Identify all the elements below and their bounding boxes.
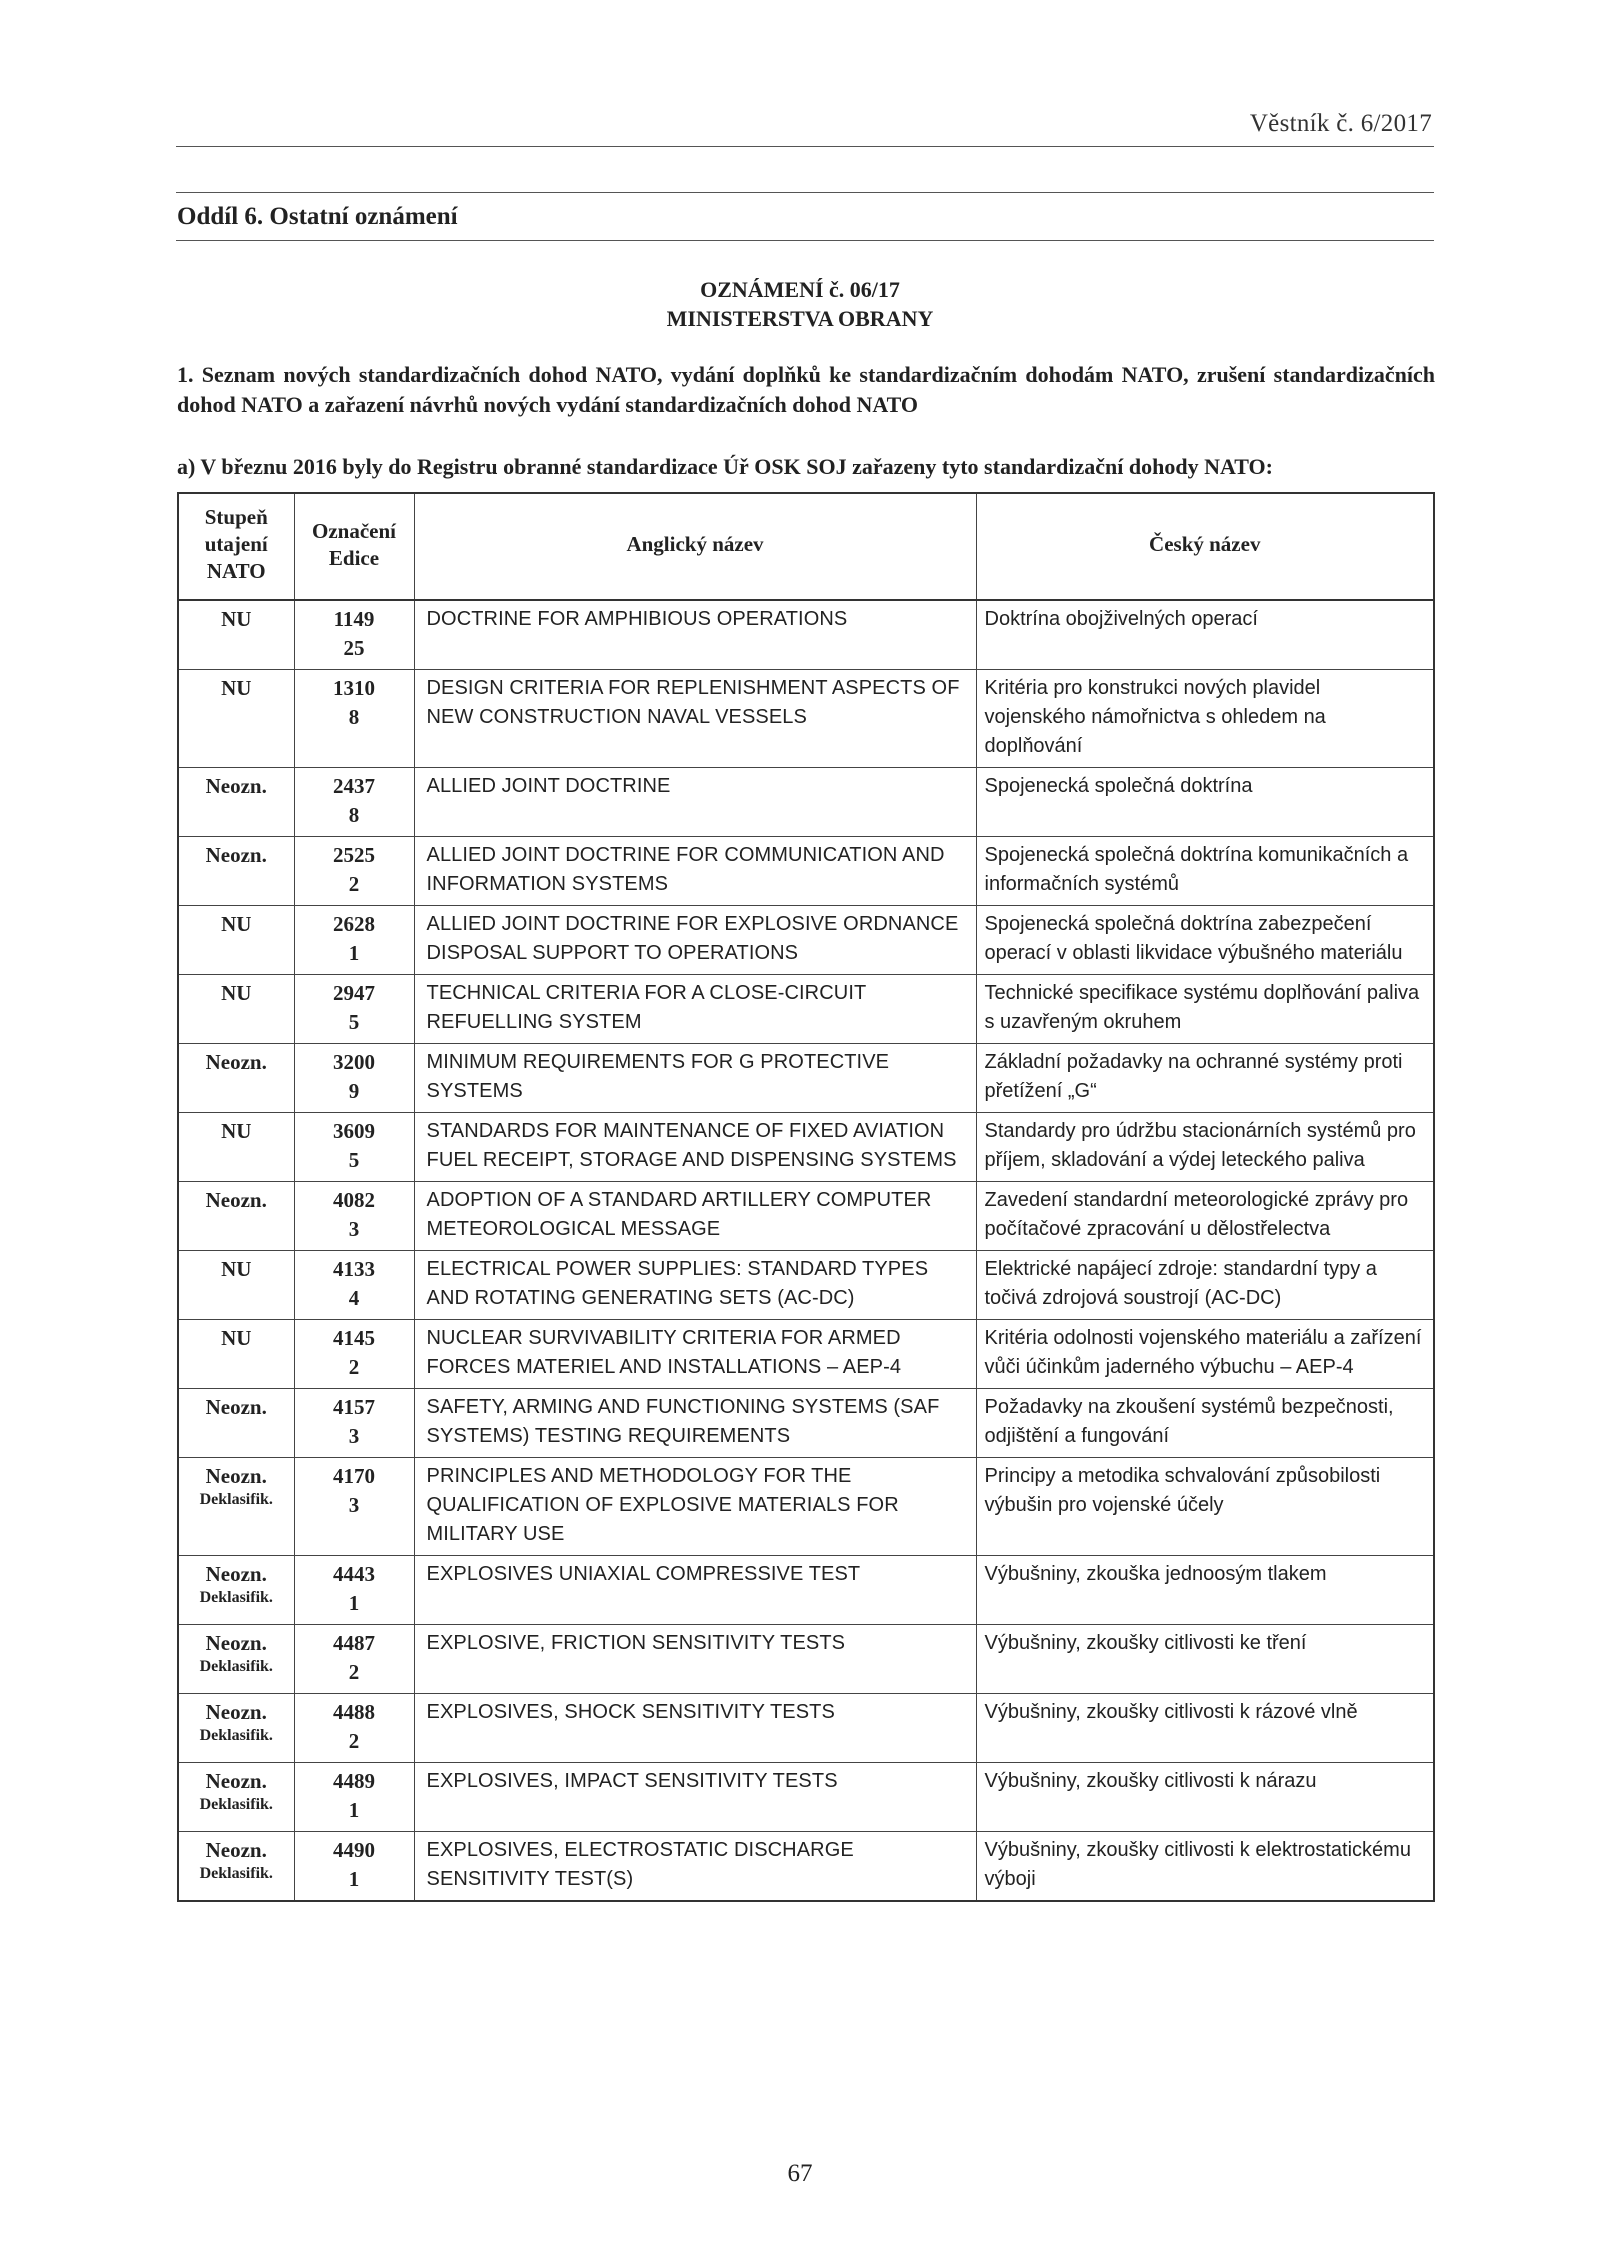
classification-level: NU <box>221 981 252 1005</box>
cell-stupen <box>178 1182 294 1251</box>
cell-oznaceni <box>294 906 414 975</box>
col-header-cesky: Český název <box>976 493 1434 600</box>
notice-title <box>0 275 1600 333</box>
table-row <box>178 1320 1434 1389</box>
edition-number: 1 <box>348 1867 360 1891</box>
cell-oznaceni <box>294 1556 414 1625</box>
cell-oznaceni <box>294 1832 414 1902</box>
cell-czech-title: Výbušniny, zkoušky citlivosti k rázové vlně <box>976 1694 1434 1763</box>
table-body <box>178 600 1434 1901</box>
table-row <box>178 1625 1434 1694</box>
cell-stupen <box>178 1556 294 1625</box>
table-row <box>178 1182 1434 1251</box>
cell-english-title: PRINCIPLES AND METHODOLOGY FOR THE QUALIFICATION OF EXPLOSIVE MATERIALS FOR MILITARY USE <box>414 1458 976 1556</box>
declassified-note: Deklasifik. <box>199 1491 273 1508</box>
cell-oznaceni <box>294 1694 414 1763</box>
stanag-number: 4489 <box>333 1769 375 1793</box>
cell-oznaceni <box>294 1044 414 1113</box>
cell-czech-title: Požadavky na zkoušení systémů bezpečnosti, odjištění a fungování <box>976 1389 1434 1458</box>
table-row <box>178 1694 1434 1763</box>
cell-czech-title: Technické specifikace systému doplňování paliva s uzavřeným okruhem <box>976 975 1434 1044</box>
classification-level: NU <box>221 912 252 936</box>
col-header-oznaceni: Označení Edice <box>294 493 414 600</box>
classification-level: Neozn. <box>205 1700 267 1724</box>
cell-czech-title: Kritéria odolnosti vojenského materiálu a zařízení vůči účinkům jaderného výbuchu – AEP-4 <box>976 1320 1434 1389</box>
intro-paragraph: 1. Seznam nových standardizačních dohod NATO, vydání doplňků ke standardizačním dohodám NATO, zrušení standardizačních dohod NATO a zařazení návrhů nových vydání standardizačních dohod NATO <box>177 362 1435 417</box>
cell-oznaceni <box>294 975 414 1044</box>
classification-level: Neozn. <box>205 1188 267 1212</box>
cell-english-title: STANDARDS FOR MAINTENANCE OF FIXED AVIATION FUEL RECEIPT, STORAGE AND DISPENSING SYSTEMS <box>414 1113 976 1182</box>
cell-stupen <box>178 768 294 837</box>
cell-czech-title: Spojenecká společná doktrína komunikačních a informačních systémů <box>976 837 1434 906</box>
declassified-note: Deklasifik. <box>199 1796 273 1813</box>
cell-oznaceni <box>294 1182 414 1251</box>
cell-oznaceni <box>294 1625 414 1694</box>
edition-number: 3 <box>348 1424 360 1448</box>
stanag-number: 4170 <box>333 1464 375 1488</box>
cell-stupen <box>178 1832 294 1902</box>
table-row <box>178 768 1434 837</box>
notice-title-line2: MINISTERSTVA OBRANY <box>666 306 934 331</box>
cell-oznaceni <box>294 1763 414 1832</box>
cell-czech-title: Standardy pro údržbu stacionárních systémů pro příjem, skladování a výdej leteckého paliva <box>976 1113 1434 1182</box>
edition-number: 1 <box>348 941 360 965</box>
table-row <box>178 1389 1434 1458</box>
declassified-note: Deklasifik. <box>199 1865 273 1882</box>
notice-title-line1: OZNÁMENÍ č. 06/17 <box>700 277 900 302</box>
cell-stupen <box>178 1458 294 1556</box>
stanag-number: 4157 <box>333 1395 375 1419</box>
cell-czech-title: Zavedení standardní meteorologické zprávy pro počítačové zpracování u dělostřelectva <box>976 1182 1434 1251</box>
stanag-number: 2525 <box>333 843 375 867</box>
stanag-number: 1310 <box>333 676 375 700</box>
stanag-number: 3609 <box>333 1119 375 1143</box>
section-top-rule <box>176 192 1434 193</box>
edition-number: 3 <box>348 1217 360 1241</box>
cell-oznaceni <box>294 1320 414 1389</box>
classification-level: Neozn. <box>205 843 267 867</box>
cell-english-title: EXPLOSIVE, FRICTION SENSITIVITY TESTS <box>414 1625 976 1694</box>
edition-number: 5 <box>348 1010 360 1034</box>
cell-english-title: DESIGN CRITERIA FOR REPLENISHMENT ASPECTS OF NEW CONSTRUCTION NAVAL VESSELS <box>414 670 976 768</box>
cell-stupen <box>178 1625 294 1694</box>
cell-czech-title: Základní požadavky na ochranné systémy proti přetížení „G“ <box>976 1044 1434 1113</box>
cell-stupen <box>178 1044 294 1113</box>
stanag-number: 4490 <box>333 1838 375 1862</box>
cell-oznaceni <box>294 1113 414 1182</box>
stanag-number: 4487 <box>333 1631 375 1655</box>
cell-english-title: EXPLOSIVES, SHOCK SENSITIVITY TESTS <box>414 1694 976 1763</box>
edition-number: 4 <box>348 1286 360 1310</box>
table-row <box>178 1113 1434 1182</box>
table-row <box>178 1832 1434 1902</box>
table-row <box>178 906 1434 975</box>
cell-oznaceni <box>294 1251 414 1320</box>
standards-table <box>177 492 1435 1902</box>
table-row <box>178 1458 1434 1556</box>
classification-level: Neozn. <box>205 1050 267 1074</box>
cell-oznaceni <box>294 837 414 906</box>
cell-czech-title: Elektrické napájecí zdroje: standardní typy a točivá zdrojová soustrojí (AC-DC) <box>976 1251 1434 1320</box>
classification-level: Neozn. <box>205 1395 267 1419</box>
cell-oznaceni <box>294 1389 414 1458</box>
cell-stupen <box>178 670 294 768</box>
cell-english-title: ELECTRICAL POWER SUPPLIES: STANDARD TYPES AND ROTATING GENERATING SETS (AC-DC) <box>414 1251 976 1320</box>
stanag-number: 4082 <box>333 1188 375 1212</box>
cell-czech-title: Výbušniny, zkoušky citlivosti ke tření <box>976 1625 1434 1694</box>
classification-level: NU <box>221 607 252 631</box>
header-rule <box>176 146 1434 147</box>
classification-level: NU <box>221 1119 252 1143</box>
table-row <box>178 975 1434 1044</box>
subheading: a) V březnu 2016 byly do Registru obranné standardizace Úř OSK SOJ zařazeny tyto standardizační dohody NATO: <box>177 454 1273 479</box>
cell-oznaceni <box>294 670 414 768</box>
cell-czech-title: Spojenecká společná doktrína zabezpečení operací v oblasti likvidace výbušného materiálu <box>976 906 1434 975</box>
cell-czech-title: Doktrína obojživelných operací <box>976 600 1434 670</box>
cell-stupen <box>178 1320 294 1389</box>
cell-oznaceni <box>294 1458 414 1556</box>
page-number: 67 <box>787 2160 813 2187</box>
table-row <box>178 1556 1434 1625</box>
classification-level: Neozn. <box>205 1769 267 1793</box>
classification-level: Neozn. <box>205 1631 267 1655</box>
cell-stupen <box>178 837 294 906</box>
edition-number: 3 <box>348 1493 360 1517</box>
col-header-anglicky: Anglický název <box>414 493 976 600</box>
classification-level: Neozn. <box>205 1562 267 1586</box>
journal-header: Věstník č. 6/2017 <box>1249 110 1432 137</box>
classification-level: NU <box>221 676 252 700</box>
table-row <box>178 670 1434 768</box>
stanag-number: 1149 <box>333 607 375 631</box>
classification-level: Neozn. <box>205 774 267 798</box>
cell-stupen <box>178 1694 294 1763</box>
cell-stupen <box>178 1251 294 1320</box>
cell-english-title: ALLIED JOINT DOCTRINE FOR EXPLOSIVE ORDNANCE DISPOSAL SUPPORT TO OPERATIONS <box>414 906 976 975</box>
stanag-number: 2947 <box>333 981 375 1005</box>
cell-english-title: EXPLOSIVES, IMPACT SENSITIVITY TESTS <box>414 1763 976 1832</box>
section-bottom-rule <box>176 240 1434 241</box>
edition-number: 2 <box>348 872 360 896</box>
cell-czech-title: Kritéria pro konstrukci nových plavidel vojenského námořnictva s ohledem na doplňování <box>976 670 1434 768</box>
cell-czech-title: Výbušniny, zkoušky citlivosti k elektrostatickému výboji <box>976 1832 1434 1902</box>
cell-english-title: TECHNICAL CRITERIA FOR A CLOSE-CIRCUIT REFUELLING SYSTEM <box>414 975 976 1044</box>
cell-oznaceni <box>294 600 414 670</box>
edition-number: 5 <box>348 1148 360 1172</box>
edition-number: 2 <box>348 1729 360 1753</box>
classification-level: NU <box>221 1326 252 1350</box>
cell-stupen <box>178 975 294 1044</box>
cell-stupen <box>178 600 294 670</box>
edition-number: 1 <box>348 1798 360 1822</box>
edition-number: 8 <box>348 803 360 827</box>
cell-english-title: EXPLOSIVES, ELECTROSTATIC DISCHARGE SENSITIVITY TEST(S) <box>414 1832 976 1902</box>
col-header-stupen: Stupeň utajení NATO <box>178 493 294 600</box>
stanag-number: 4443 <box>333 1562 375 1586</box>
table-row <box>178 1251 1434 1320</box>
edition-number: 9 <box>348 1079 360 1103</box>
cell-english-title: ALLIED JOINT DOCTRINE <box>414 768 976 837</box>
declassified-note: Deklasifik. <box>199 1727 273 1744</box>
cell-english-title: NUCLEAR SURVIVABILITY CRITERIA FOR ARMED FORCES MATERIEL AND INSTALLATIONS – AEP-4 <box>414 1320 976 1389</box>
cell-english-title: SAFETY, ARMING AND FUNCTIONING SYSTEMS (SAF SYSTEMS) TESTING REQUIREMENTS <box>414 1389 976 1458</box>
cell-czech-title: Výbušniny, zkouška jednoosým tlakem <box>976 1556 1434 1625</box>
cell-english-title: DOCTRINE FOR AMPHIBIOUS OPERATIONS <box>414 600 976 670</box>
table-row <box>178 1763 1434 1832</box>
cell-czech-title: Principy a metodika schvalování způsobilosti výbušin pro vojenské účely <box>976 1458 1434 1556</box>
cell-oznaceni <box>294 768 414 837</box>
cell-stupen <box>178 1389 294 1458</box>
cell-stupen <box>178 1763 294 1832</box>
declassified-note: Deklasifik. <box>199 1589 273 1606</box>
cell-stupen <box>178 906 294 975</box>
classification-level: Neozn. <box>205 1464 267 1488</box>
cell-english-title: ALLIED JOINT DOCTRINE FOR COMMUNICATION AND INFORMATION SYSTEMS <box>414 837 976 906</box>
table-row <box>178 837 1434 906</box>
edition-number: 2 <box>348 1660 360 1684</box>
cell-english-title: MINIMUM REQUIREMENTS FOR G PROTECTIVE SYSTEMS <box>414 1044 976 1113</box>
cell-stupen <box>178 1113 294 1182</box>
edition-number: 2 <box>348 1355 360 1379</box>
stanag-number: 2437 <box>333 774 375 798</box>
classification-level: NU <box>221 1257 252 1281</box>
stanag-number: 3200 <box>333 1050 375 1074</box>
edition-number: 1 <box>348 1591 360 1615</box>
stanag-number: 4133 <box>333 1257 375 1281</box>
cell-czech-title: Výbušniny, zkoušky citlivosti k nárazu <box>976 1763 1434 1832</box>
table-header-row <box>178 493 1434 600</box>
stanag-number: 2628 <box>333 912 375 936</box>
section-title: Oddíl 6. Ostatní oznámení <box>177 203 458 230</box>
edition-number: 8 <box>348 705 360 729</box>
edition-number: 25 <box>343 636 365 660</box>
stanag-number: 4145 <box>333 1326 375 1350</box>
table-row <box>178 600 1434 670</box>
cell-czech-title: Spojenecká společná doktrína <box>976 768 1434 837</box>
cell-english-title: ADOPTION OF A STANDARD ARTILLERY COMPUTER METEOROLOGICAL MESSAGE <box>414 1182 976 1251</box>
declassified-note: Deklasifik. <box>199 1658 273 1675</box>
table-row <box>178 1044 1434 1113</box>
stanag-number: 4488 <box>333 1700 375 1724</box>
cell-english-title: EXPLOSIVES UNIAXIAL COMPRESSIVE TEST <box>414 1556 976 1625</box>
classification-level: Neozn. <box>205 1838 267 1862</box>
